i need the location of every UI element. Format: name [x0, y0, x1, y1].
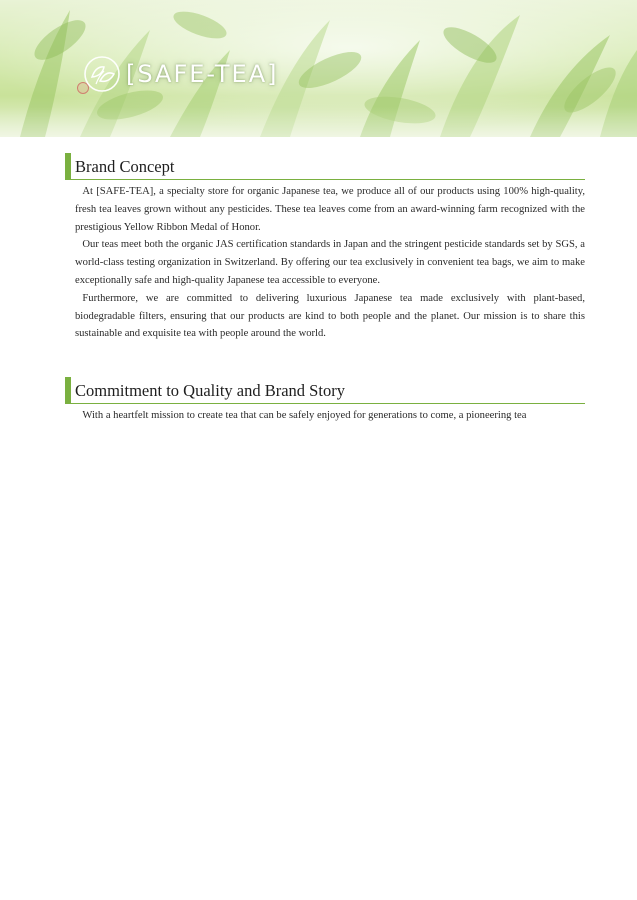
- section-body: [65, 407, 585, 425]
- tea-leaf-logo-icon: [82, 54, 122, 94]
- brand-logo[interactable]: [82, 52, 279, 96]
- section-title: Brand Concept: [75, 157, 175, 176]
- paragraph: At [SAFE-TEA], a specialty store for organic Japanese tea, we produce all of our products using 100% high-quality, fresh tea leaves grown without any pesticides. These tea leaves come from an award-winning farm recognized with the prestigious Yellow Ribbon Medal of Honor.: [75, 186, 585, 233]
- header-banner: [0, 0, 637, 137]
- section-brand-concept: [65, 153, 585, 343]
- section-body: [65, 183, 585, 343]
- paragraph: With a heartfelt mission to create tea that can be safely enjoyed for generations to come, a pioneering tea: [82, 410, 527, 421]
- section-heading: [65, 153, 585, 180]
- section-commitment-quality: [65, 377, 585, 439]
- brand-logo-text: [SAFE-TEA]: [126, 60, 279, 88]
- blank-page-area: [0, 431, 637, 900]
- section-heading: [65, 377, 585, 404]
- banner-fade: [0, 107, 637, 137]
- paragraph: Our teas meet both the organic JAS certification standards in Japan and the stringent pesticide standards set by SGS, a world-class testing organization in Switzerland. By offering our tea exclusively in convenient tea bags, we aim to make exceptionally safe and high-quality Japanese tea accessible to everyone.: [75, 239, 585, 286]
- paragraph: Furthermore, we are committed to delivering luxurious Japanese tea made exclusively with plant-based, biodegradable filters, ensuring that our products are kind to both people and the planet. Our mission is to share this sustainable and exquisite tea with people around the world.: [75, 292, 585, 340]
- section-title: Commitment to Quality and Brand Story: [75, 381, 345, 400]
